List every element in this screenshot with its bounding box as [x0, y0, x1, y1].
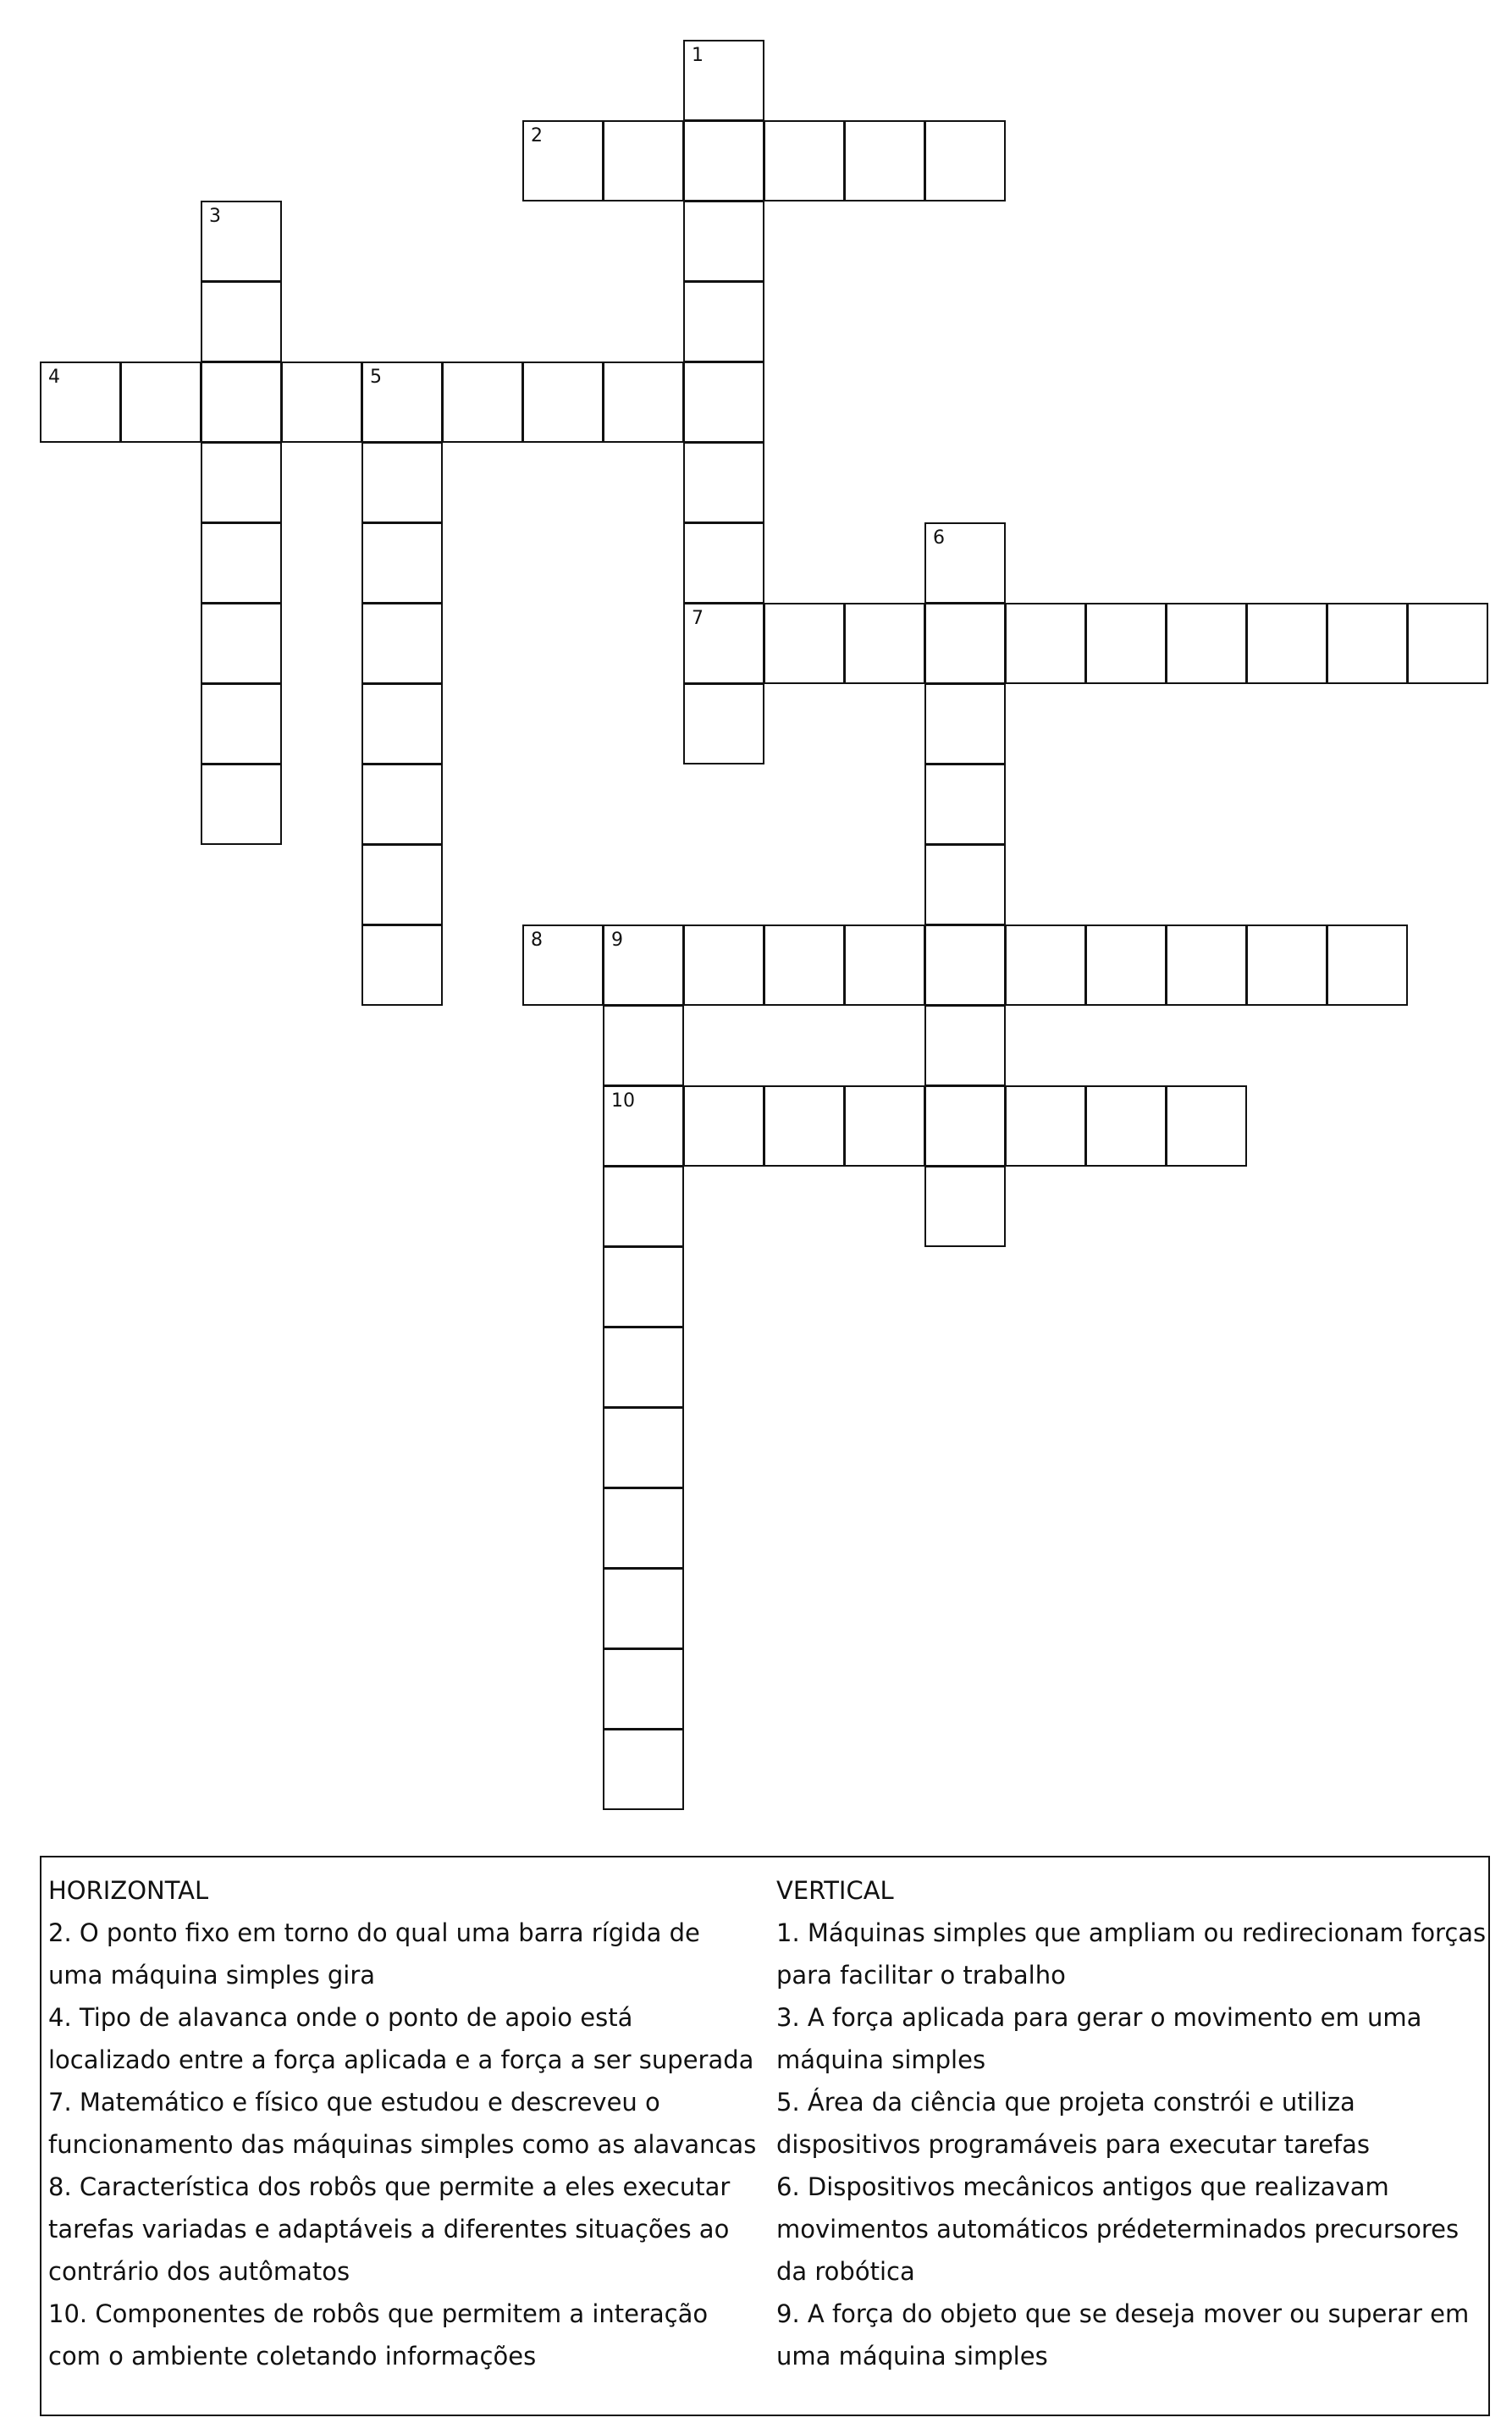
- grid-cell[interactable]: [924, 844, 1006, 925]
- vertical-title: VERTICAL: [776, 1876, 894, 1905]
- grid-cell[interactable]: [683, 924, 764, 1006]
- clue-number: 4: [48, 367, 60, 388]
- grid-cell[interactable]: [201, 683, 282, 764]
- grid-cell[interactable]: [361, 522, 443, 604]
- grid-cell[interactable]: [603, 1327, 684, 1408]
- grid-cell[interactable]: [1166, 924, 1247, 1006]
- grid-cell[interactable]: [1085, 924, 1167, 1006]
- grid-cell[interactable]: [924, 1085, 1006, 1167]
- grid-cell[interactable]: [764, 1085, 845, 1167]
- grid-cell[interactable]: [683, 1085, 764, 1167]
- grid-cell[interactable]: [924, 1166, 1006, 1247]
- grid-cell[interactable]: [1327, 603, 1408, 684]
- grid-cell[interactable]: [201, 764, 282, 845]
- grid-cell[interactable]: [1085, 603, 1167, 684]
- clue-across-10: 10. Componentes de robôs que permitem a interação com o ambiente coletando informações: [48, 2299, 709, 2371]
- grid-cell[interactable]: [924, 1005, 1006, 1086]
- grid-cell[interactable]: [201, 281, 282, 362]
- clue-down-3: 3. A força aplicada para gerar o movimento em uma máquina simples: [776, 2003, 1422, 2074]
- grid-cell[interactable]: [683, 522, 764, 604]
- grid-cell[interactable]: [683, 442, 764, 523]
- grid-cell[interactable]: [683, 603, 764, 684]
- grid-cell[interactable]: [281, 362, 362, 443]
- grid-cell[interactable]: [683, 40, 764, 121]
- grid-cell[interactable]: [522, 362, 604, 443]
- grid-cell[interactable]: [924, 924, 1006, 1006]
- grid-cell[interactable]: [603, 924, 684, 1006]
- clue-across-8: 8. Característica dos robôs que permite a eles executar tarefas variadas e adaptáveis a diferentes situações ao contrário dos autômatos: [48, 2172, 731, 2286]
- grid-cell[interactable]: [603, 1407, 684, 1488]
- grid-cell[interactable]: [603, 1729, 684, 1810]
- grid-cell[interactable]: [603, 1166, 684, 1247]
- clue-across-4: 4. Tipo de alavanca onde o ponto de apoio está localizado entre a força aplicada e a força a ser superada: [48, 2003, 754, 2074]
- grid-cell[interactable]: [764, 924, 845, 1006]
- grid-cell[interactable]: [1085, 1085, 1167, 1167]
- grid-cell[interactable]: [1407, 603, 1488, 684]
- grid-cell[interactable]: [1005, 603, 1086, 684]
- grid-cell[interactable]: [120, 362, 201, 443]
- grid-cell[interactable]: [683, 201, 764, 282]
- grid-cell[interactable]: [603, 362, 684, 443]
- grid-cell[interactable]: [1005, 1085, 1086, 1167]
- grid-cell[interactable]: [361, 603, 443, 684]
- grid-cell[interactable]: [603, 1487, 684, 1569]
- grid-cell[interactable]: [201, 442, 282, 523]
- grid-cell[interactable]: [683, 281, 764, 362]
- grid-cell[interactable]: [924, 120, 1006, 201]
- grid-cell[interactable]: [603, 1568, 684, 1649]
- clue-number: 2: [531, 125, 543, 146]
- grid-cell[interactable]: [924, 764, 1006, 845]
- grid-cell[interactable]: [844, 603, 925, 684]
- clue-number: 1: [692, 45, 704, 66]
- clue-down-5: 5. Área da ciência que projeta constrói e utiliza dispositivos programáveis para executar tarefas: [776, 2088, 1370, 2159]
- grid-cell[interactable]: [201, 522, 282, 604]
- grid-cell[interactable]: [603, 1648, 684, 1730]
- grid-cell[interactable]: [361, 362, 443, 443]
- grid-cell[interactable]: [844, 1085, 925, 1167]
- grid-cell[interactable]: [683, 362, 764, 443]
- grid-cell[interactable]: [1005, 924, 1086, 1006]
- vertical-clues: [776, 1869, 1487, 2377]
- clue-down-9: 9. A força do objeto que se deseja mover ou superar em uma máquina simples: [776, 2299, 1470, 2371]
- grid-cell[interactable]: [361, 683, 443, 764]
- grid-cell[interactable]: [603, 1246, 684, 1327]
- grid-cell[interactable]: [201, 201, 282, 282]
- clue-across-7: 7. Matemático e físico que estudou e descreveu o funcionamento das máquinas simples como as alavancas: [48, 2088, 757, 2159]
- clue-down-6: 6. Dispositivos mecânicos antigos que realizavam movimentos automáticos prédeterminados precursores da robótica: [776, 2172, 1460, 2286]
- clue-number: 5: [370, 367, 382, 388]
- grid-cell[interactable]: [1166, 603, 1247, 684]
- grid-cell[interactable]: [1246, 924, 1327, 1006]
- grid-cell[interactable]: [603, 1085, 684, 1167]
- grid-cell[interactable]: [201, 362, 282, 443]
- grid-cell[interactable]: [40, 362, 121, 443]
- clue-number: 10: [611, 1090, 635, 1112]
- grid-cell[interactable]: [924, 683, 1006, 764]
- grid-cell[interactable]: [361, 442, 443, 523]
- grid-cell[interactable]: [844, 120, 925, 201]
- grid-cell[interactable]: [201, 603, 282, 684]
- grid-cell[interactable]: [361, 844, 443, 925]
- clue-number: 8: [531, 930, 543, 951]
- grid-cell[interactable]: [844, 924, 925, 1006]
- grid-cell[interactable]: [764, 603, 845, 684]
- horizontal-title: HORIZONTAL: [48, 1876, 209, 1905]
- horizontal-clues: [48, 1869, 759, 2377]
- clues-box: [40, 1856, 1490, 2416]
- grid-cell[interactable]: [683, 683, 764, 764]
- clue-number: 3: [209, 206, 221, 227]
- grid-cell[interactable]: [924, 522, 1006, 604]
- grid-cell[interactable]: [924, 603, 1006, 684]
- grid-cell[interactable]: [1166, 1085, 1247, 1167]
- grid-cell[interactable]: [603, 1005, 684, 1086]
- grid-cell[interactable]: [683, 120, 764, 201]
- clue-across-2: 2. O ponto fixo em torno do qual uma barra rígida de uma máquina simples gira: [48, 1918, 700, 1990]
- grid-cell[interactable]: [522, 120, 604, 201]
- clue-number: 7: [692, 608, 704, 629]
- grid-cell[interactable]: [361, 764, 443, 845]
- grid-cell[interactable]: [764, 120, 845, 201]
- clue-number: 9: [611, 930, 623, 951]
- grid-cell[interactable]: [361, 924, 443, 1006]
- clue-number: 6: [933, 527, 945, 549]
- grid-cell[interactable]: [442, 362, 523, 443]
- grid-cell[interactable]: [1246, 603, 1327, 684]
- grid-cell[interactable]: [1327, 924, 1408, 1006]
- clue-down-1: 1. Máquinas simples que ampliam ou redirecionam forças para facilitar o trabalho: [776, 1918, 1487, 1990]
- grid-cell[interactable]: [603, 120, 684, 201]
- grid-cell[interactable]: [522, 924, 604, 1006]
